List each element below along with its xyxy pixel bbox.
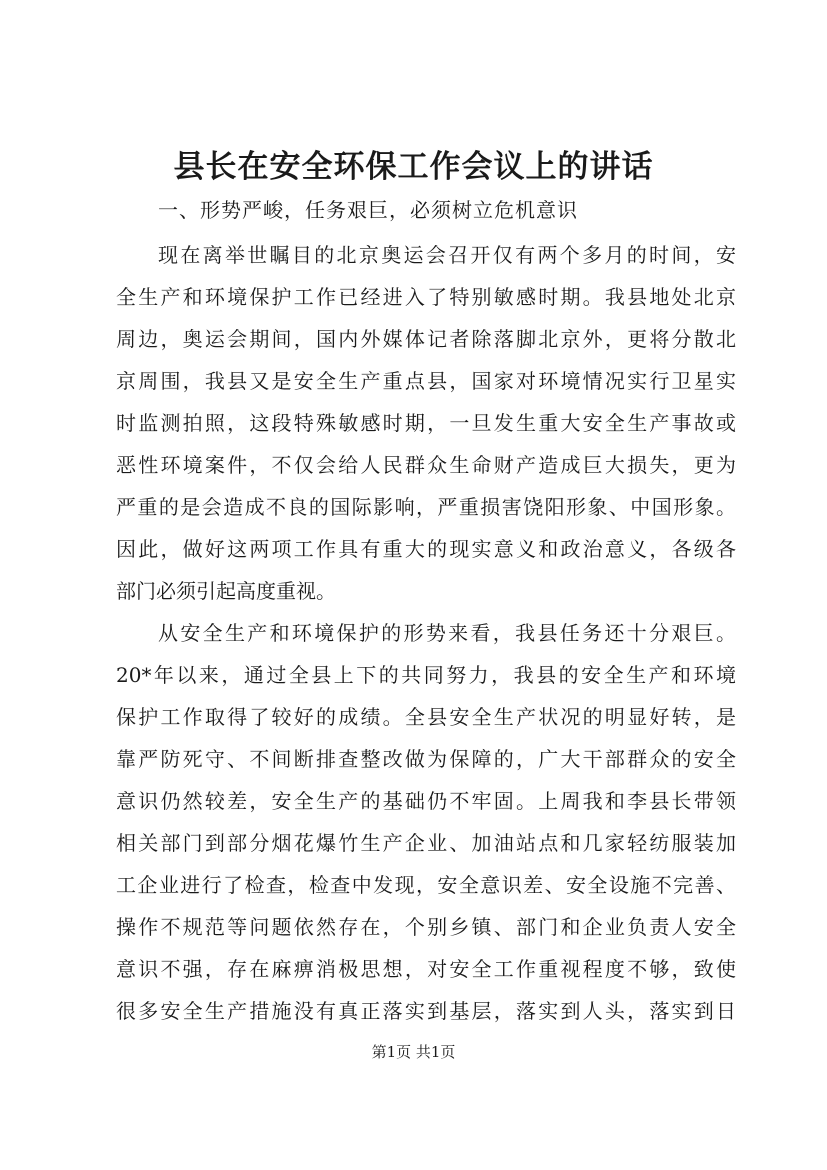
paragraph-line: 20*年以来，通过全县上下的共同努力，我县的安全生产和环境 (116, 663, 736, 687)
paragraph-line: 从安全生产和环境保护的形势来看，我县任务还十分艰巨。 (158, 621, 736, 645)
paragraph-line: 部门必须引起高度重视。 (116, 579, 336, 603)
paragraph-line: 全生产和环境保护工作已经进入了特别敏感时期。我县地处北京 (116, 285, 736, 309)
paragraph-line: 恶性环境案件，不仅会给人民群众生命财产造成巨大损失，更为 (116, 453, 736, 477)
paragraph-line: 现在离举世瞩目的北京奥运会召开仅有两个多月的时间，安 (158, 243, 736, 267)
paragraph-line: 京周围，我县又是安全生产重点县，国家对环境情况实行卫星实 (116, 369, 736, 393)
paragraph-line: 很多安全生产措施没有真正落实到基层，落实到人头，落实到日 (116, 999, 736, 1023)
paragraph-line: 因此，做好这两项工作具有重大的现实意义和政治意义，各级各 (116, 537, 736, 561)
paragraph-line: 保护工作取得了较好的成绩。全县安全生产状况的明显好转，是 (116, 705, 736, 729)
paragraph-line: 周边，奥运会期间，国内外媒体记者除落脚北京外，更将分散北 (116, 327, 736, 351)
paragraph-line: 意识不强，存在麻痹消极思想，对安全工作重视程度不够，致使 (116, 957, 736, 981)
paragraph-line: 严重的是会造成不良的国际影响，严重损害饶阳形象、中国形象。 (116, 495, 736, 519)
paragraph-line: 相关部门到部分烟花爆竹生产企业、加油站点和几家轻纺服装加 (116, 831, 736, 855)
paragraph-line: 意识仍然较差，安全生产的基础仍不牢固。上周我和李县长带领 (116, 789, 736, 813)
section-heading: 一、形势严峻，任务艰巨，必须树立危机意识 (158, 198, 578, 222)
page-number-footer: 第1页 共1页 (371, 1043, 456, 1061)
paragraph-line: 工企业进行了检查，检查中发现，安全意识差、安全设施不完善、 (116, 873, 736, 897)
document-title: 县长在安全环保工作会议上的讲话 (173, 149, 654, 185)
paragraph-line: 操作不规范等问题依然存在，个别乡镇、部门和企业负责人安全 (116, 915, 736, 939)
paragraph-line: 时监测拍照，这段特殊敏感时期，一旦发生重大安全生产事故或 (116, 411, 736, 435)
paragraph-line: 靠严防死守、不间断排查整改做为保障的，广大干部群众的安全 (116, 747, 736, 771)
